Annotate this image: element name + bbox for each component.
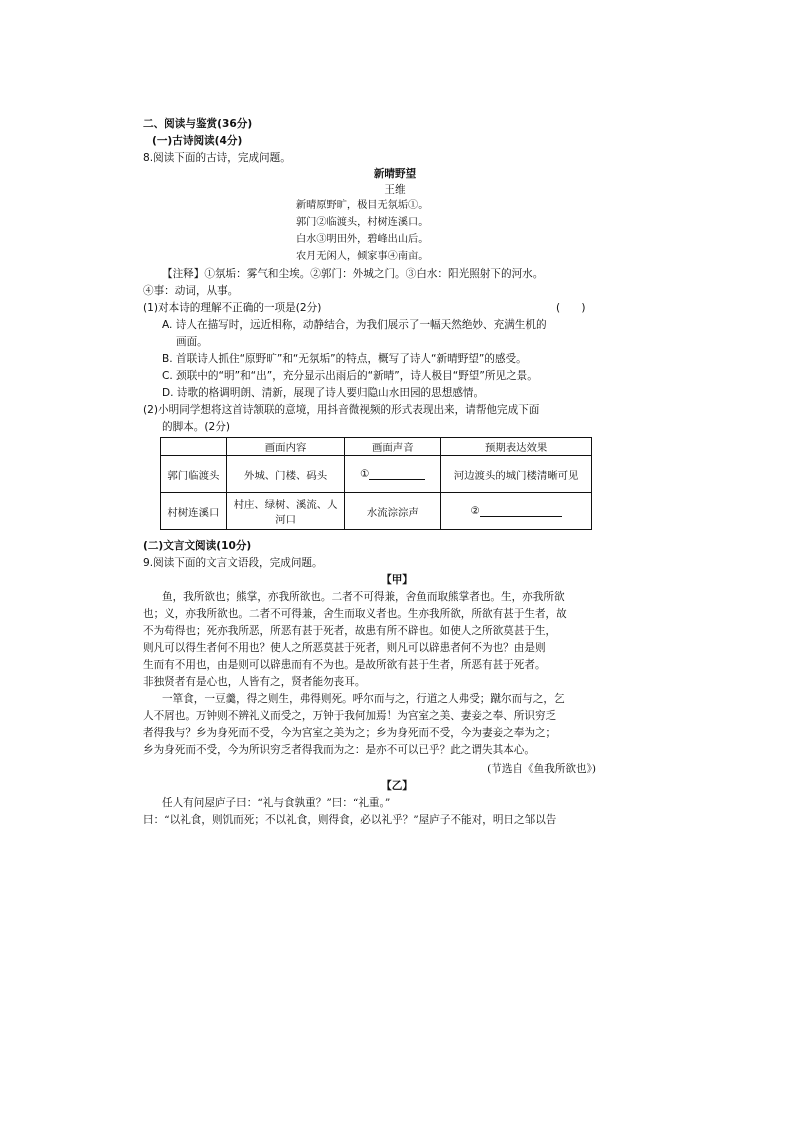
table-header: 画面内容 — [226, 438, 345, 456]
passage-label-jia: 【甲】 — [381, 574, 413, 586]
question-9: 9.阅读下面的文言文语段，完成问题。 — [143, 557, 323, 569]
table-row — [161, 493, 592, 530]
option-a: A. 诗人在描写时，远近相称，动静结合，为我们展示了一幅天然绝妙、充满生机的 — [162, 319, 547, 331]
passage-line: 鱼，我所欲也；熊掌，亦我所欲也。二者不可得兼，舍鱼而取熊掌者也。生，亦我所欲 — [162, 591, 565, 603]
passage-line: 任人有问屋庐子曰：“礼与食孰重？”曰：“礼重。” — [162, 797, 391, 809]
answer-blank[interactable] — [369, 479, 425, 480]
subsection-poetry: (一)古诗阅读(4分) — [152, 135, 243, 147]
passage-line: 非独贤者有是心也，人皆有之，贤者能勿丧耳。 — [143, 676, 366, 688]
poem-title: 新晴野望 — [373, 168, 417, 180]
script-table — [160, 437, 592, 530]
poem-line: 郭门②临渡头，村树连溪口。 — [296, 217, 429, 228]
passage-line: 生而有不用也，由是则可以辟患而有不为也。是故所欲有甚于生者，所恶有甚于死者。 — [143, 659, 546, 671]
poem-line: 新晴原野旷，极目无氛垢①。 — [296, 200, 429, 211]
sound-blank-cell[interactable] — [345, 456, 441, 493]
row-content: 外城、门楼、码头 — [226, 456, 345, 493]
passage-line: 人不屑也。万钟则不辨礼义而受之，万钟于我何加焉！为宫室之美、妻妾之奉、所识穷乏 — [143, 710, 557, 722]
row-label: 郭门临渡头 — [161, 456, 227, 493]
row-sound: 水流淙淙声 — [345, 493, 441, 530]
answer-parentheses[interactable]: ( ) — [556, 302, 586, 314]
table-header: 预期表达效果 — [441, 438, 592, 456]
table-row — [161, 456, 592, 493]
poem-line: 白水③明田外，碧峰出山后。 — [296, 234, 429, 245]
question-8-1: (1)对本诗的理解不正确的一项是(2分) — [143, 302, 322, 314]
row-content: 村庄、绿树、溪流、人河口 — [226, 493, 345, 530]
question-8-2: (2)小明同学想将这首诗颔联的意境，用抖音微视频的形式表现出来，请帮他完成下面 — [143, 404, 540, 416]
option-b: B. 首联诗人抓住“原野旷”和“无氛垢”的特点，概写了诗人“新晴野望”的感受。 — [162, 353, 527, 365]
table-header — [161, 438, 227, 456]
poem-note-cont: ④事：动词，从事。 — [143, 285, 239, 297]
question-8-2-cont: 的脚本。(2分) — [162, 421, 230, 433]
section-heading: 二、阅读与鉴赏(36分) — [143, 118, 253, 130]
row-effect: 河边渡头的城门楼清晰可见 — [441, 456, 592, 493]
poem-line: 农月无闲人，倾家事④南亩。 — [296, 251, 429, 262]
option-c: C. 颈联中的“明”和“出”，充分显示出雨后的“新晴”，诗人极目“野望”所见之景。 — [162, 370, 538, 382]
subsection-classical: (二)文言文阅读(10分) — [143, 540, 252, 552]
poem-author: 王维 — [384, 184, 406, 196]
poem-note: 【注释】①氛垢：雾气和尘埃。②郭门：外城之门。③白水：阳光照射下的河水。 — [162, 268, 544, 280]
row-label: 村树连溪口 — [161, 493, 227, 530]
blank-number: ① — [360, 468, 370, 480]
passage-line: 则凡可以得生者何不用也？使人之所恶莫甚于死者，则凡可以辟患者何不为也？由是则 — [143, 642, 546, 654]
passage-line: 曰：“以礼食，则饥而死；不以礼食，则得食，必以礼乎？”屋庐子不能对，明日之邹以告 — [143, 814, 557, 826]
passage-line: 者得我与？乡为身死而不受，今为宫室之美为之；乡为身死而不受，今为妻妾之奉为之； — [143, 727, 557, 739]
passage-line: 也；义，亦我所欲也。二者不可得兼，舍生而取义者也。生亦我所欲，所欲有甚于生者，故 — [143, 608, 567, 620]
passage-line: 不为苟得也；死亦我所恶，所恶有甚于死者，故患有所不辟也。如使人之所欲莫甚于生， — [143, 625, 557, 637]
answer-blank[interactable] — [480, 516, 562, 517]
table-header-row — [161, 438, 592, 456]
passage-source: (节选自《鱼我所欲也》) — [487, 763, 596, 775]
effect-blank-cell[interactable] — [441, 493, 592, 530]
passage-line: 乡为身死而不受，今为所识穷乏者得我而为之：是亦不可以已乎？此之谓失其本心。 — [143, 744, 535, 756]
option-d: D. 诗歌的格调明朗、清新，展现了诗人要归隐山水田园的思想感情。 — [162, 387, 485, 399]
passage-line: 一箪食，一豆羹，得之则生，弗得则死。呼尔而与之，行道之人弗受；蹴尔而与之，乞 — [162, 693, 565, 705]
passage-label-yi: 【乙】 — [381, 780, 413, 792]
question-8: 8.阅读下面的古诗，完成问题。 — [143, 152, 291, 164]
option-a-cont: 画面。 — [176, 336, 208, 348]
table-header: 画面声音 — [345, 438, 441, 456]
blank-number: ② — [470, 505, 480, 517]
